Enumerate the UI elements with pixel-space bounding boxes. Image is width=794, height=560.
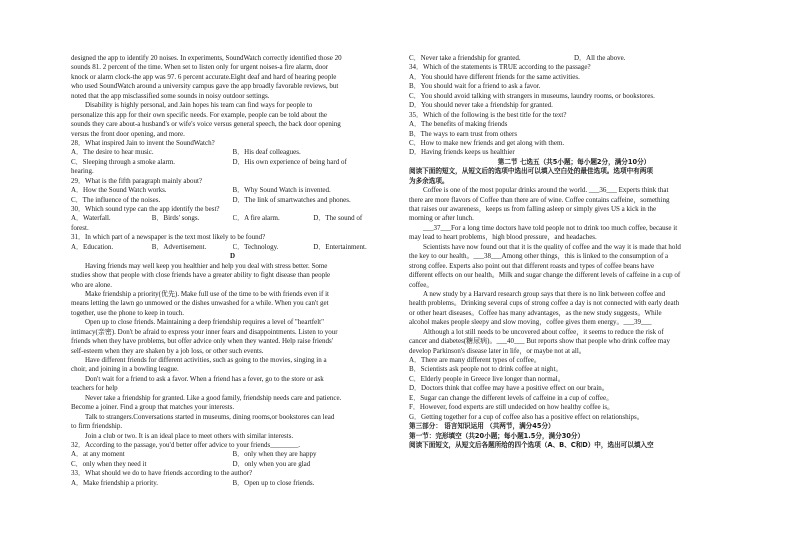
- option-c[interactable]: C．Technology.: [232, 242, 279, 251]
- text-line: intimacy(亲密). Don't be afraid to express your inner fears and disappointments. Listen to your: [71, 327, 338, 336]
- text-line: Become a joiner. Find a group that matches your interests.: [71, 403, 235, 412]
- option-d-continued: forest.: [71, 223, 89, 232]
- option-c[interactable]: C．Never take a friendship for granted.: [409, 54, 521, 62]
- part-3-section-1-title: 第一节：完形填空（共20小题；每小题1.5分，满分30分）: [409, 431, 585, 440]
- text-line: friends when they have problems, but offer advice only when they wanted. Help raise friends': [71, 337, 333, 346]
- text-line: to firm friendship.: [71, 422, 123, 431]
- option-a[interactable]: A．at any moment: [71, 450, 125, 459]
- question-stem: 32．According to the passage, you'd better offer advice to your friends________.: [71, 440, 300, 449]
- option-b[interactable]: B．only when they are happy: [232, 450, 317, 459]
- option-c[interactable]: C．Sleeping through a smoke alarm.: [71, 157, 176, 166]
- option-d[interactable]: D．Having friends keeps us healthier: [409, 148, 515, 157]
- text-line: Talk to strangers.Conversations started in museums, dining rooms,or bookstores can lead: [85, 412, 335, 421]
- text-line: means letting the lawn go unmowed or the dishes unwashed for a while. When you can't get: [71, 299, 329, 308]
- option-c[interactable]: C．The influence of the noises.: [71, 195, 161, 204]
- text-line: choir, and joining in a bowling league.: [71, 365, 179, 374]
- text-line: Disability is highly personal, and Jain hopes his team can find ways for people to: [85, 101, 313, 110]
- question-31: [71, 233, 394, 252]
- question-stem: 31．In which part of a newspaper is the text most likely to be found?: [71, 233, 266, 242]
- text-line: together, use the phone to keep in touch.: [71, 308, 185, 317]
- option-b[interactable]: B．The ways to earn trust from others: [409, 129, 518, 138]
- text-line: alcohol makes people sleepy and slow moving，coffee gives them energy。___39___: [409, 318, 652, 327]
- option-c[interactable]: C．only when they need it: [71, 459, 147, 468]
- option-item: C．Elderly people in Greece live longer than normal。: [409, 374, 565, 383]
- text-line: sounds 81. 2 percent of the time. When set to listen only for urgent noises-a fire alarm, door: [71, 63, 329, 72]
- section-2-instructions: 阅读下面的短文，从短文后的选项中选出可以填入空白处的最佳选项。选项中有两项: [409, 167, 653, 176]
- option-b[interactable]: B．Open up to close friends.: [232, 478, 315, 487]
- right-column: [409, 54, 739, 450]
- text-line: Scientists have now found out that it is the quality of coffee and the way it is made that hold: [423, 242, 681, 251]
- option-d[interactable]: D．All the above.: [574, 54, 626, 62]
- option-a[interactable]: A．You should have different friends for the same activities.: [409, 72, 580, 81]
- question-32: [71, 441, 394, 469]
- option-a[interactable]: A．How the Sound Watch works.: [71, 186, 167, 195]
- text-line: the key to our health。___38___Among other things，this is linked to the consumption of a: [409, 252, 669, 261]
- text-line: coffee。: [409, 280, 434, 289]
- text-line: Make friendship a priority(优先). Make full use of the time to be with friends even if it: [85, 289, 329, 298]
- options-list: [409, 356, 739, 422]
- text-line: noted that the app misclassified some sounds in noisy outdoor settings.: [71, 91, 270, 100]
- option-c[interactable]: C．A fire alarm.: [232, 214, 280, 223]
- option-d-continued: hearing.: [71, 167, 94, 176]
- text-line: Have different friends for different activities, such as going to the movies, singing in a: [85, 356, 327, 364]
- question-34: [409, 63, 739, 110]
- text-line: morning or after lunch.: [409, 214, 474, 223]
- option-a[interactable]: A．The benefits of making friends: [409, 120, 508, 129]
- passage-c-ending: [71, 54, 394, 139]
- option-b[interactable]: B．Birds' songs.: [151, 214, 200, 223]
- section-2-title: 第二节 七选五（共5小题；每小题2分，满分10分）: [497, 157, 651, 166]
- question-33: [71, 469, 394, 488]
- option-a[interactable]: A．Waterfall.: [71, 214, 111, 223]
- option-c[interactable]: C．How to make new friends and get along with them.: [409, 138, 565, 147]
- option-item: E．Sugar can change the different levels of caffeine in a cup of coffee。: [409, 393, 614, 402]
- option-a[interactable]: A．Make friendship a priority.: [71, 478, 159, 487]
- text-line: Although a lot still needs to be uncovered about coffee，it seems to reduce the risk of: [423, 327, 664, 336]
- text-line: or other heart diseases。Coffee has many advantages，as the new study suggests。While: [409, 308, 662, 317]
- option-b[interactable]: B．His deaf colleagues.: [232, 148, 301, 157]
- text-line: designed the app to identify 20 noises. In experiments, SoundWatch correctly identified those 20: [71, 54, 342, 62]
- text-line: teachers for help: [71, 384, 118, 393]
- option-b[interactable]: B．Advertisement.: [151, 242, 207, 251]
- text-line: self-esteem when they are shaken by a job loss, or other such events.: [71, 346, 264, 355]
- option-d[interactable]: D．You should never take a friendship for granted.: [409, 101, 553, 110]
- question-stem: 33．What should we do to have friends according to the author?: [71, 469, 253, 478]
- text-line: health problems。Drinking several cups of strong coffee a day is not connected with early death: [409, 299, 680, 308]
- text-line: there are more flavors of Coffee than there are of wine. Coffee contains caffeine，something: [409, 195, 670, 204]
- text-line: Join a club or two. It is an ideal place to meet others with similar interests.: [85, 431, 294, 440]
- question-33-continued: [409, 54, 739, 63]
- question-35: [409, 111, 739, 158]
- text-line: Never take a friendship for granted. Like a good family, friendship needs care and patience.: [85, 393, 342, 402]
- option-item: A．There are many different types of coffee。: [409, 356, 541, 364]
- option-b[interactable]: B．You should wait for a friend to ask a favor.: [409, 82, 541, 91]
- question-28: [71, 139, 394, 177]
- text-line: cancer and diabetes(糖尿病)。___40___ But reports show that people who drink coffee may: [409, 337, 670, 346]
- passage-d: [71, 262, 394, 441]
- text-line: studies show that people with close friends have a greater ability to fight disease than people: [71, 271, 331, 280]
- text-line: Coffee is one of the most popular drinks around the world. ___36___ Experts think that: [423, 186, 669, 195]
- text-line: Don't wait for a friend to ask a favor. When a friend has a fever, go to the store or ask: [85, 374, 324, 383]
- text-line: versus the front door opening, and more.: [71, 129, 185, 138]
- part-3-instructions: 阅读下面短文，从短文后各题所给的四个选项（A、B、C和D）中，选出可以填入空: [409, 440, 654, 449]
- option-d[interactable]: D．The sound of: [313, 214, 363, 223]
- text-line: may lead to heart problems，high blood pressure，and headaches.: [409, 233, 597, 242]
- text-line: who used SoundWatch around a university campus gave the app broadly favorable reviews, but: [71, 82, 339, 91]
- option-item: B．Scientists ask people not to drink coffee at night。: [409, 365, 563, 374]
- text-line: ___37___For a long time doctors have told people not to drink too much coffee, because it: [423, 223, 678, 232]
- question-29: [71, 177, 394, 205]
- text-line: Open up to close friends. Maintaining a deep friendship requires a level of "heartfelt": [85, 318, 324, 327]
- left-column: [71, 54, 394, 488]
- option-item: D．Doctors think that coffee may have a positive effect on our brain。: [409, 384, 609, 393]
- option-a[interactable]: A．Education.: [71, 242, 114, 251]
- text-line: strong coffee. Experts also point out that different roasts and types of coffee beans have: [409, 261, 655, 270]
- passage-seven-choose-five: [409, 186, 739, 356]
- question-stem: 34．Which of the statements is TRUE according to the passage?: [409, 63, 591, 72]
- text-line: sounds they care about-a husband's or wife's voice versus general speech, the back door opening: [71, 120, 341, 129]
- part-3-title: 第三部分： 语言知识运用 （共两节，满分45分）: [409, 422, 555, 431]
- text-line: knock or alarm clock-the app was 97. 6 percent accurate.Eight deaf and hard of hearing people: [71, 72, 337, 81]
- text-line: A new study by a Harvard research group says that there is no link between coffee and: [423, 289, 666, 298]
- question-stem: 29．What is the fifth paragraph mainly about?: [71, 176, 203, 185]
- option-a[interactable]: A．The desire to hear music.: [71, 148, 154, 157]
- section-2-instructions: 为多余选项。: [409, 176, 449, 185]
- question-stem: 30．Which sound type can the app identify the best?: [71, 205, 220, 213]
- question-stem: 28．What inspired Jain to invent the SoundWatch?: [71, 138, 215, 147]
- option-d[interactable]: D．Entertainment.: [313, 242, 367, 251]
- section-d-heading: D: [229, 252, 236, 261]
- option-d[interactable]: D．His own experience of being hard of: [232, 157, 347, 166]
- text-line: personalize this app for their own specific needs. For example, people can be told about the: [71, 110, 327, 119]
- option-b[interactable]: B．Why Sound Watch is invented.: [232, 186, 331, 195]
- option-d[interactable]: D．only when you are glad: [232, 459, 311, 468]
- option-item: F．However, food experts are still undecided on how healthy coffee is。: [409, 403, 615, 412]
- option-d[interactable]: D．The link of smartwatches and phones.: [232, 195, 351, 204]
- option-item: G．Getting together for a cup of coffee also has a positive effect on relationships。: [409, 412, 644, 421]
- text-line: different effects on our health。Milk and sugar change the different levels of caffeine in a cup of: [409, 271, 681, 280]
- question-stem: 35．Which of the following is the best title for the text?: [409, 110, 567, 119]
- text-line: who are alone.: [71, 280, 113, 289]
- text-line: develop Parkinson's disease later in life，or maybe not at all。: [409, 346, 586, 355]
- question-30: [71, 205, 394, 233]
- text-line: Having friends may well keep you healthier and help you deal with stress better. Some: [85, 261, 328, 270]
- text-line: that raises our awareness，keeps us from falling asleep or simply gives US a kick in the: [409, 205, 657, 213]
- option-c[interactable]: C．You should avoid talking with strangers in museums, laundry rooms, or bookstores.: [409, 91, 655, 100]
